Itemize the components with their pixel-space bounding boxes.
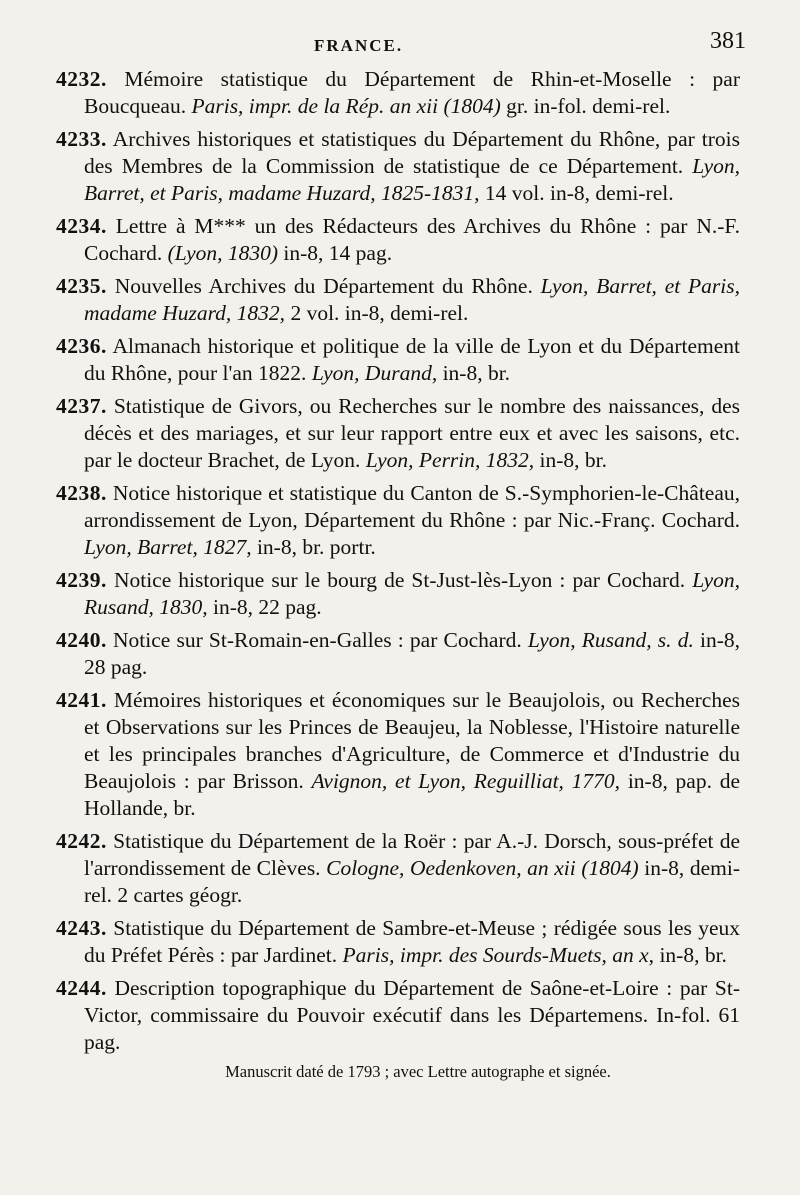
entry-imprint: Lyon, Barret, et Paris, madame Huzard, 1832, <box>84 274 741 325</box>
page-header <box>56 26 746 66</box>
entry-title: Lettre à M*** un des Rédacteurs des Archives du Rhône : par N.-F. Cochard. <box>84 214 741 265</box>
entry-format: in-8, 14 pag. <box>283 241 393 265</box>
catalog-entry <box>56 213 740 267</box>
entry-imprint: Lyon, Rusand, 1830, <box>84 568 740 619</box>
entry-number: 4234. <box>56 214 107 238</box>
entry-imprint: Lyon, Rusand, s. d. <box>527 628 694 652</box>
entry-title: Statistique du Département de la Roër : par A.-J. Dorsch, sous-préfet de l'arrondissement de Clèves. <box>84 829 741 880</box>
entry-imprint: Lyon, Durand, <box>311 361 438 385</box>
entry-format: in-8, 22 pag. <box>213 595 322 619</box>
page-number: 381 <box>710 28 746 54</box>
entry-number: 4242. <box>56 829 107 853</box>
entry-format: In-fol. 61 pag. <box>84 1003 741 1054</box>
entry-format: 14 vol. in-8, demi-rel. <box>484 181 674 205</box>
entry-format: in-8, 28 pag. <box>84 628 740 679</box>
entry-title: Statistique de Givors, ou Recherches sur le nombre des naissances, des décès et des mariages, et sur leur rapport entre eux et avec les saisons, etc. par le docteur Brachet, de Lyon. <box>84 394 740 472</box>
catalog-entry <box>56 273 740 327</box>
catalog-entry <box>56 627 740 681</box>
entry-title: Almanach historique et politique de la ville de Lyon et du Département du Rhône, pour l'an 1822. <box>84 334 740 385</box>
entry-format: in-8, br. <box>442 361 511 385</box>
catalog-entries <box>56 66 740 1056</box>
catalog-entry <box>56 975 740 1056</box>
entry-title: Archives historiques et statistiques du Département du Rhône, par trois des Membres de la Commission de statistique de ce Département. <box>84 127 740 178</box>
entry-title: Statistique du Département de Sambre-et-Meuse ; rédigée sous les yeux du Préfet Pérès : par Jardinet. <box>84 916 740 967</box>
entry-format: in-8, br. <box>539 448 608 472</box>
catalog-entry <box>56 333 740 387</box>
entry-number: 4236. <box>56 334 107 358</box>
entry-format: in-8, br. portr. <box>256 535 376 559</box>
entry-format: in-8, br. <box>659 943 727 967</box>
entry-imprint: Lyon, Barret, et Paris, madame Huzard, 1825-1831, <box>84 154 740 205</box>
entry-imprint: Lyon, Barret, 1827, <box>84 535 252 559</box>
catalog-entry <box>56 126 740 207</box>
catalog-entry <box>56 915 740 969</box>
entry-number: 4244. <box>56 976 107 1000</box>
entry-imprint: Cologne, Oedenkoven, an xii (1804) <box>326 856 639 880</box>
entry-imprint: Lyon, Perrin, 1832, <box>365 448 535 472</box>
entry-title: Mémoires historiques et économiques sur le Beaujolois, ou Recherches et Observations sur les Princes de Beaujeu, la Noblesse, l'Histoire naturelle et les principales branches d'Agriculture, de Commerce et d'Industrie du Beaujolois : par Brisson. <box>84 688 741 793</box>
entry-title: Notice sur St-Romain-en-Galles : par Cochard. <box>113 628 522 652</box>
entry-title: Notice historique sur le bourg de St-Just-lès-Lyon : par Cochard. <box>113 568 686 592</box>
catalog-entry <box>56 66 740 120</box>
entry-number: 4243. <box>56 916 107 940</box>
footnote: Manuscrit daté de 1793 ; avec Lettre autographe et signée. <box>225 1062 611 1081</box>
running-head: FRANCE. <box>314 36 404 55</box>
entry-number: 4233. <box>56 127 107 151</box>
entry-format: in-8, demi-rel. 2 cartes géogr. <box>84 856 741 907</box>
catalog-entry <box>56 393 740 474</box>
entry-title: Description topographique du Département de Saône-et-Loire : par St-Victor, commissaire du Pouvoir exécutif dans les Départemens. <box>84 976 740 1027</box>
entry-title: Notice historique et statistique du Canton de S.-Symphorien-le-Château, arrondissement de Lyon, Département du Rhône : par Nic.-Franç. Cochard. <box>84 481 740 532</box>
entry-number: 4232. <box>56 67 107 91</box>
entry-imprint: (Lyon, 1830) <box>167 241 279 265</box>
entry-number: 4238. <box>56 481 107 505</box>
entry-format: gr. in-fol. demi-rel. <box>506 94 671 118</box>
entry-number: 4239. <box>56 568 107 592</box>
catalog-entry <box>56 567 740 621</box>
catalog-entry <box>56 687 740 822</box>
entry-number: 4235. <box>56 274 107 298</box>
entry-imprint: Paris, impr. de la Rép. an xii (1804) <box>191 94 501 118</box>
entry-title: Mémoire statistique du Département de Rhin-et-Moselle : par Boucqueau. <box>84 67 741 118</box>
entry-imprint: Paris, impr. des Sourds-Muets, an x, <box>342 943 655 967</box>
entry-number: 4241. <box>56 688 107 712</box>
entry-format: 2 vol. in-8, demi-rel. <box>290 301 469 325</box>
entry-title: Nouvelles Archives du Département du Rhône. <box>114 274 533 298</box>
entry-number: 4237. <box>56 394 107 418</box>
entry-imprint: Avignon, et Lyon, Reguilliat, 1770, <box>311 769 621 793</box>
catalog-entry <box>56 828 740 909</box>
entry-format: in-8, pap. de Hollande, br. <box>84 769 741 820</box>
catalog-entry <box>56 480 740 561</box>
entry-number: 4240. <box>56 628 107 652</box>
